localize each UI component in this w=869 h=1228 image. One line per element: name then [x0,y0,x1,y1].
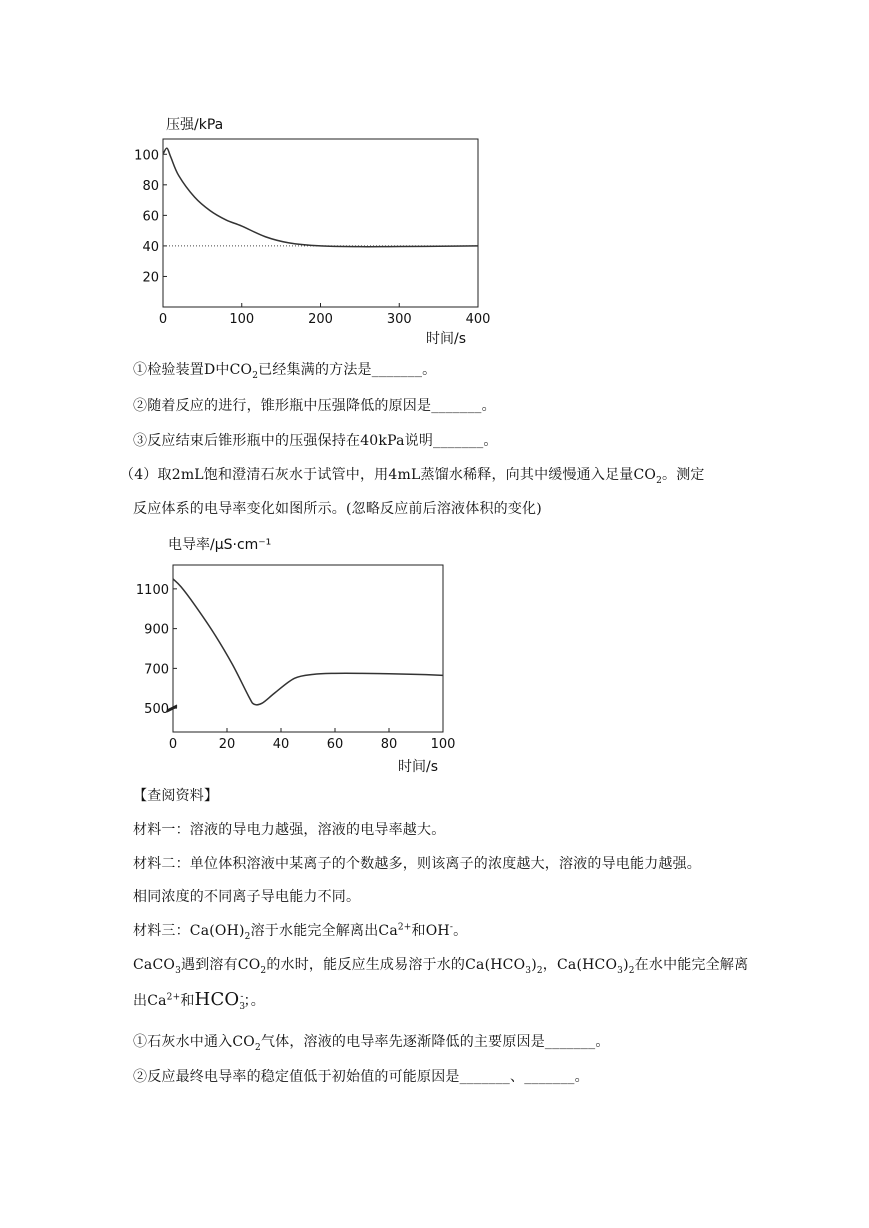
question-4-line-2: 反应体系的电导率变化如图所示。(忽略反应前后溶液体积的变化) [133,501,542,517]
conductivity-y-tick-label: 700 [144,662,169,678]
pressure-x-axis-label: 时间/s [426,331,467,347]
conductivity-y-tick-label: 900 [144,622,169,638]
question-1: ①检验装置D中$CO_2$已经集满的方法是_______。 [133,362,437,381]
conductivity-x-tick-label: 100 [430,737,456,752]
pressure-x-tick-label: 300 [386,312,412,327]
question-4-line-1: （4）取2mL饱和澄清石灰水于试管中，用4mL蒸馏水稀释，向其中缓慢通入足量$CO_2$。测定 [120,467,705,486]
pressure-y-tick-label: 40 [142,239,159,255]
pressure-y-tick-label: 20 [142,270,159,286]
pressure-x-tick-label: 200 [308,312,333,327]
pressure-x-tick-label: 400 [465,312,491,327]
answer-2: ②反应最终电导率的稳定值低于初始值的可能原因是_______、_______。 [133,1069,589,1085]
conductivity-x-tick-label: 0 [168,737,178,752]
pressure-y-tick-label: 60 [142,209,159,225]
conductivity-x-tick-label: 60 [326,737,344,752]
material-4: CaCO$_3$遇到溶有$CO_2$的水时，能反应生成易溶于水的$Ca(HCO_3)_2$，$Ca(HCO_3)_2$在水中能完全解离 [133,957,749,976]
pressure-chart [110,110,510,350]
question-3: ③反应结束后锥形瓶中的压强保持在40kPa说明_______。 [133,433,498,449]
pressure-y-tick-label: 80 [142,178,159,194]
conductivity-x-axis-label: 时间/s [398,759,439,775]
pressure-plot-frame [163,139,478,307]
pressure-plot [110,110,510,350]
pressure-y-tick-label: 100 [134,148,159,164]
material-5: 出$Ca^{2+}$和$HCO_3^-$；。 [133,989,265,1012]
pressure-series-line [163,148,478,247]
conductivity-chart [110,530,470,780]
answer-1: ①石灰水中通入$CO_2$气体，溶液的电导率先逐渐降低的主要原因是_______。 [133,1034,610,1053]
material-3: 材料三：$Ca(OH)_2$溶于水能完全解离出$Ca^{2+}$和OH-。 [133,922,468,942]
conductivity-x-tick-label: 20 [218,737,236,752]
pressure-y-axis-label: 压强/kPa [166,117,224,133]
conductivity-series-line [173,579,443,705]
conductivity-y-tick-label: 1100 [135,582,169,598]
conductivity-x-tick-label: 80 [380,737,398,752]
conductivity-y-tick-label: 500 [144,702,169,718]
conductivity-x-tick-label: 40 [272,737,290,752]
question-2: ②随着反应的进行，锥形瓶中压强降低的原因是_______。 [133,398,496,414]
conductivity-plot [110,530,470,780]
material-1: 材料一：溶液的导电力越强，溶液的电导率越大。 [133,822,446,838]
pressure-x-tick-label: 0 [158,312,168,327]
material-2: 材料二：单位体积溶液中某离子的个数越多，则该离子的浓度越大，溶液的导电能力越强。 [133,856,701,872]
material-2-line-2: 相同浓度的不同离子导电能力不同。 [133,889,361,905]
conductivity-y-axis-label: 电导率/μS·cm⁻¹ [168,537,272,553]
reference-heading: 【查阅资料】 [133,788,219,804]
conductivity-plot-frame [173,565,443,732]
pressure-x-tick-label: 100 [229,312,255,327]
